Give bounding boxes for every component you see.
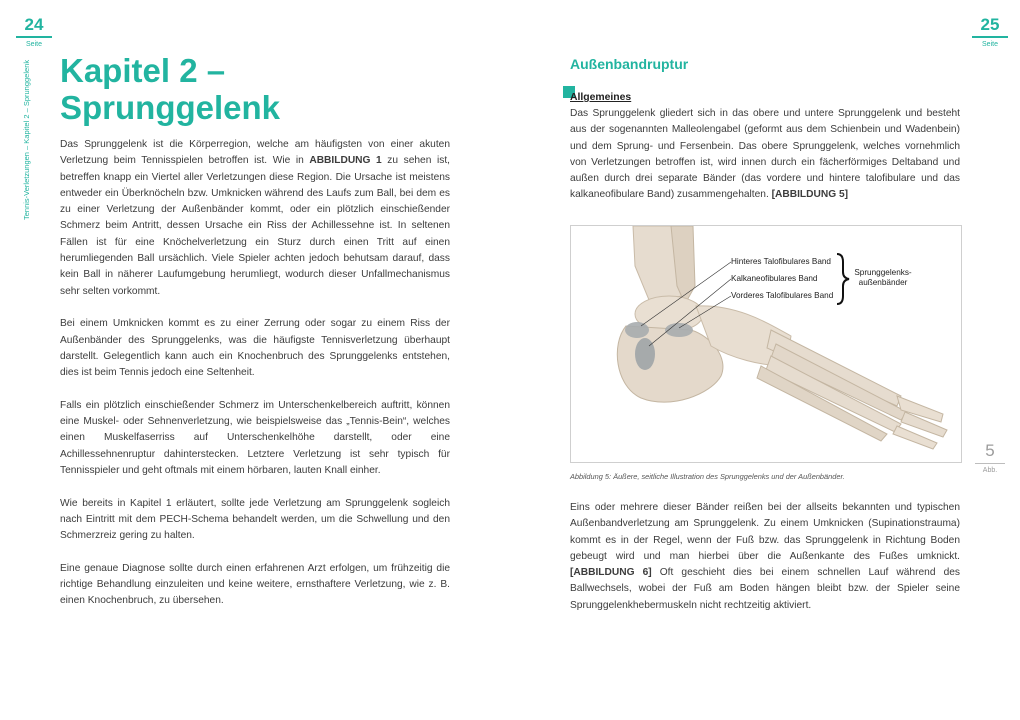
calcaneofibular-ligament — [635, 338, 655, 370]
right-intro-paragraph — [570, 106, 960, 204]
right-paragraph-2-text-b: Oft geschieht dies bei einem schnellen Lauf während des Ballwechsels, wobei der Fuß am Boden hängen bleibt bzw. der Spieler seine Sprunggelenkhebermuskeln nicht rechtzeitig aktiviert. — [570, 567, 960, 611]
right-page-number-value: 25 — [980, 15, 1000, 34]
left-page-number-value: 24 — [24, 15, 44, 34]
chapter-title — [60, 52, 280, 126]
left-page-number — [14, 16, 54, 49]
section-title: Außenbandruptur — [570, 56, 689, 72]
figure-reference-1: ABBILDUNG 1 — [309, 155, 382, 167]
left-paragraph-5: Eine genaue Diagnose sollte durch einen erfahrenen Arzt erfolgen, um frühzeitig die richtige Behandlung einzuleiten und keine weitere, ernsthaftere Verletzung, wie z. B. einen Knochenbruch, zu übersehen. — [60, 562, 450, 607]
figure-number-label: Abb. — [982, 467, 998, 474]
right-intro-column — [570, 106, 960, 220]
posterior-talofibular-ligament — [625, 322, 649, 338]
label-brace — [837, 254, 849, 304]
left-paragraph-4: Wie bereits in Kapitel 1 erläutert, sollte jede Verletzung am Sprunggelenk sogleich nach Eintritt mit dem PECH-Schema behandelt werden, um die Schwellung und den Schmerzreiz gering zu halten. — [60, 497, 450, 542]
figure-number-rule — [975, 463, 1005, 464]
right-paragraph-2 — [570, 500, 960, 614]
figure-reference-5: [ABBILDUNG 5] — [771, 189, 849, 201]
ankle-ligament-figure — [570, 225, 962, 463]
right-page-number-rule — [972, 36, 1008, 38]
chapter-title-line-1: Kapitel 2 – — [60, 52, 226, 89]
label-anterior-talofibular: Vorderes Talofibulares Band — [731, 291, 834, 300]
figure-number-tag — [975, 442, 1005, 474]
group-label-line-1: Sprunggelenks- — [854, 268, 912, 277]
side-running-title: Tennis-Verletzungen – Kapitel 2 – Sprunggelenk — [22, 59, 31, 220]
foot-skeleton-illustration — [571, 226, 961, 462]
left-paragraph-1-text-b: zu sehen ist, betreffen knapp ein Viertel aller Verletzungen diese Region. Die Ursache ist meistens entweder ein Überknöcheln bzw. Umknicken während des Laufs zum Ball, bei dem es zu einer Verletzung der Außenbänder kommt, oder ein plötzlich einschießender Schmerz beim Antritt, dessen Ursache ein Riss der Achillessehne ist. In seltenen Fällen ist für eine Knöchelverletzung ein Sturz durch einen Tritt auf einen herumliegenden Ball ursächlich. Viele Spieler achten jedoch behutsam darauf, dass kein Ball in näherer Laufumgebung herumliegt, wodurch dieser Unfallmechanismus sehr selten vorkommt. — [60, 155, 450, 297]
figure-caption: Abbildung 5: Äußere, seitliche Illustration des Sprunggelenks und der Außenbänder. — [570, 472, 845, 481]
label-calcaneofibular: Kalkaneofibulares Band — [731, 274, 818, 283]
right-page-number — [970, 16, 1010, 49]
left-page-number-label: Seite — [26, 41, 42, 48]
right-body-column — [570, 500, 960, 630]
left-paragraph-2: Bei einem Umknicken kommt es zu einer Zerrung oder sogar zu einem Riss der Außenbänder des Sprunggelenks, was die häufigste Tennisverletzung überhaupt darstellt. Gelegentlich kann auch ein Knochenbruch des Sprunggelenks entstehen, dies ist beim Tennis jedoch eine Seltenheit. — [60, 318, 450, 379]
group-label-line-2: außenbänder — [858, 278, 908, 287]
left-body-column — [60, 137, 450, 626]
anterior-talofibular-ligament — [665, 323, 693, 337]
label-posterior-talofibular: Hinteres Talofibulares Band — [731, 257, 831, 266]
figure-reference-6: [ABBILDUNG 6] — [570, 567, 652, 579]
right-intro-text: Das Sprunggelenk gliedert sich in das obere und untere Sprunggelenk und besteht aus der sogenannten Malleolengabel (geformt aus dem Schienbein und Wadenbein) und dem Sprung- und Fersenbein. Das obere Sprunggelenk, welches vornehmlich von Verletzungen betroffen ist, wird innen durch ein fächerförmiges Deltaband und außen durch drei separate Bänder (das vordere und hintere talofibulare und das kalkaneofibulare Band) zusammengehalten. — [570, 108, 960, 201]
right-page-number-label: Seite — [982, 41, 998, 48]
left-paragraph-1 — [60, 137, 450, 300]
left-paragraph-3: Falls ein plötzlich einschießender Schmerz im Unterschenkelbereich auftritt, können eine Muskel- oder Sehnenverletzung, wie beispielsweise das „Tennis-Bein“, welches einen Muskelfaserriss auf Unterschenkelhöhe darstellt, oder eine Achillessehnenruptur dahinterstecken. Letztere Verletzung ist sehr typisch für Tennisspieler und geht oftmals mit einem hörbaren, lauten Knall einher. — [60, 399, 450, 476]
figure-number: 5 — [985, 441, 995, 460]
chapter-title-line-2: Sprunggelenk — [60, 89, 281, 126]
left-page-number-rule — [16, 36, 52, 38]
right-paragraph-2-text-a: Eins oder mehrere dieser Bänder reißen bei der allseits bekannten und typischen Außenbandverletzung am Sprunggelenk. Zu einem Umknicken (Supinationstrauma) kommt es in der Regel, wenn der Fuß bzw. das Sprunggelenk in Richtung Boden gebeugt wird und man hierbei über die Außenkante des Fußes umknickt. — [570, 502, 960, 562]
left-paragraph-1-text-a: Das Sprunggelenk ist die Körperregion, welche am häufigsten von einer akuten Verletzung beim Tennisspielen betroffen ist. Wie in — [60, 139, 450, 167]
subheading: Allgemeines — [570, 92, 632, 103]
